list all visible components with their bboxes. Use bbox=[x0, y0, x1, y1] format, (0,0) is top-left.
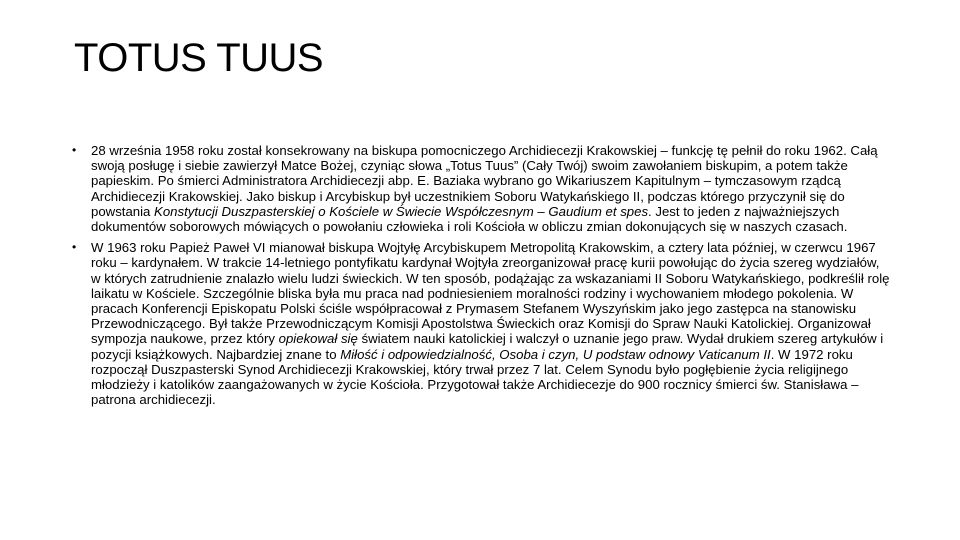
bullet-item bbox=[72, 240, 892, 407]
text-segment: . W 1972 roku rozpoczął Duszpasterski Synod Archidiecezji Krakowskiej, który trwał przez 7 lat. Celem Synodu było pogłębienie życia religijnego młodzieży i katolików zaangażowanych w życie Kościoła. Przygotował także Archidiecezje do 900 rocznicy śmierci św. Stanisława – patrona archidiecezji. bbox=[91, 346, 859, 408]
text-segment: 28 września 1958 roku został konsekrowany na biskupa pomocniczego Archidiecezji Krakowskiej – funkcję tę pełnił do roku 1962. Całą swoją posługę i siebie zawierzył Matce Bożej, czyniąc słowa „Totus Tuus” (Cały Twój) swoim zawołaniem biskupim, a potem także papieskim. Po śmierci Administratora Archidiecezji abp. E. Baziaka wybrano go Wikariuszem Kapitulnym – tymczasowym rządcą Archidiecezji Krakowskiej. Jako biskup i Arcybiskup był uczestnikiem Soboru Watykańskiego II, podczas którego przyczynił się do powstania bbox=[91, 143, 878, 219]
slide-title: TOTUS TUUS bbox=[74, 36, 324, 80]
bullet-text bbox=[91, 143, 878, 234]
text-segment: W 1963 roku Papież Paweł VI mianował biskupa Wojtyłę Arcybiskupem Metropolitą Krakowskim, a cztery lata później, w czerwcu 1967 roku – kardynałem. W trakcie 14-letniego pontyfikatu kardynał Wojtyła zreorganizował pracę kurii powołując do życia szereg wydziałów, w których zatrudnienie znalazło wielu ludzi świeckich. W ten sposób, podążając za wskazaniami II Soboru Watykańskiego, podkreślił rolę laikatu w Kościele. Szczególnie bliska była mu praca nad podniesieniem moralności rodziny i wychowaniem młodego pokolenia. W pracach Konferencji Episkopatu Polski ściśle współpracował z Prymasem Stefanem Wyszyńskim jako jego zastępca na stanowisku Przewodniczącego. Był także Przewodniczącym Komisji Apostolstwa Świeckich oraz Komisji do Spraw Nauki Katolickiej. Organizował sympozja naukowe, przez który bbox=[91, 240, 890, 347]
bullet-icon: • bbox=[72, 143, 77, 157]
text-segment-italic: opiekował się bbox=[278, 331, 358, 347]
text-segment-italic: Miłość i odpowiedzialność, Osoba i czyn, U podstaw odnowy Vaticanum II bbox=[340, 346, 771, 362]
text-segment: światem nauki katolickiej i walczył o uznanie jego praw. Wydał drukiem szereg artykułów i pozycji książkowych. Najbardziej znane to bbox=[91, 331, 884, 362]
bullet-icon: • bbox=[72, 240, 77, 255]
bullet-list bbox=[72, 143, 892, 413]
bullet-item bbox=[72, 143, 892, 234]
bullet-text bbox=[91, 240, 889, 407]
text-segment: . Jest to jeden z najważniejszych dokumentów soborowych mówiących o powołaniu człowieka i roli Kościoła w obliczu zmian dokonujących się w naszych czasach. bbox=[91, 203, 848, 235]
text-segment-italic: Konstytucji Duszpasterskiej o Kościele w Świecie Współczesnym – Gaudium et spes bbox=[154, 203, 649, 219]
